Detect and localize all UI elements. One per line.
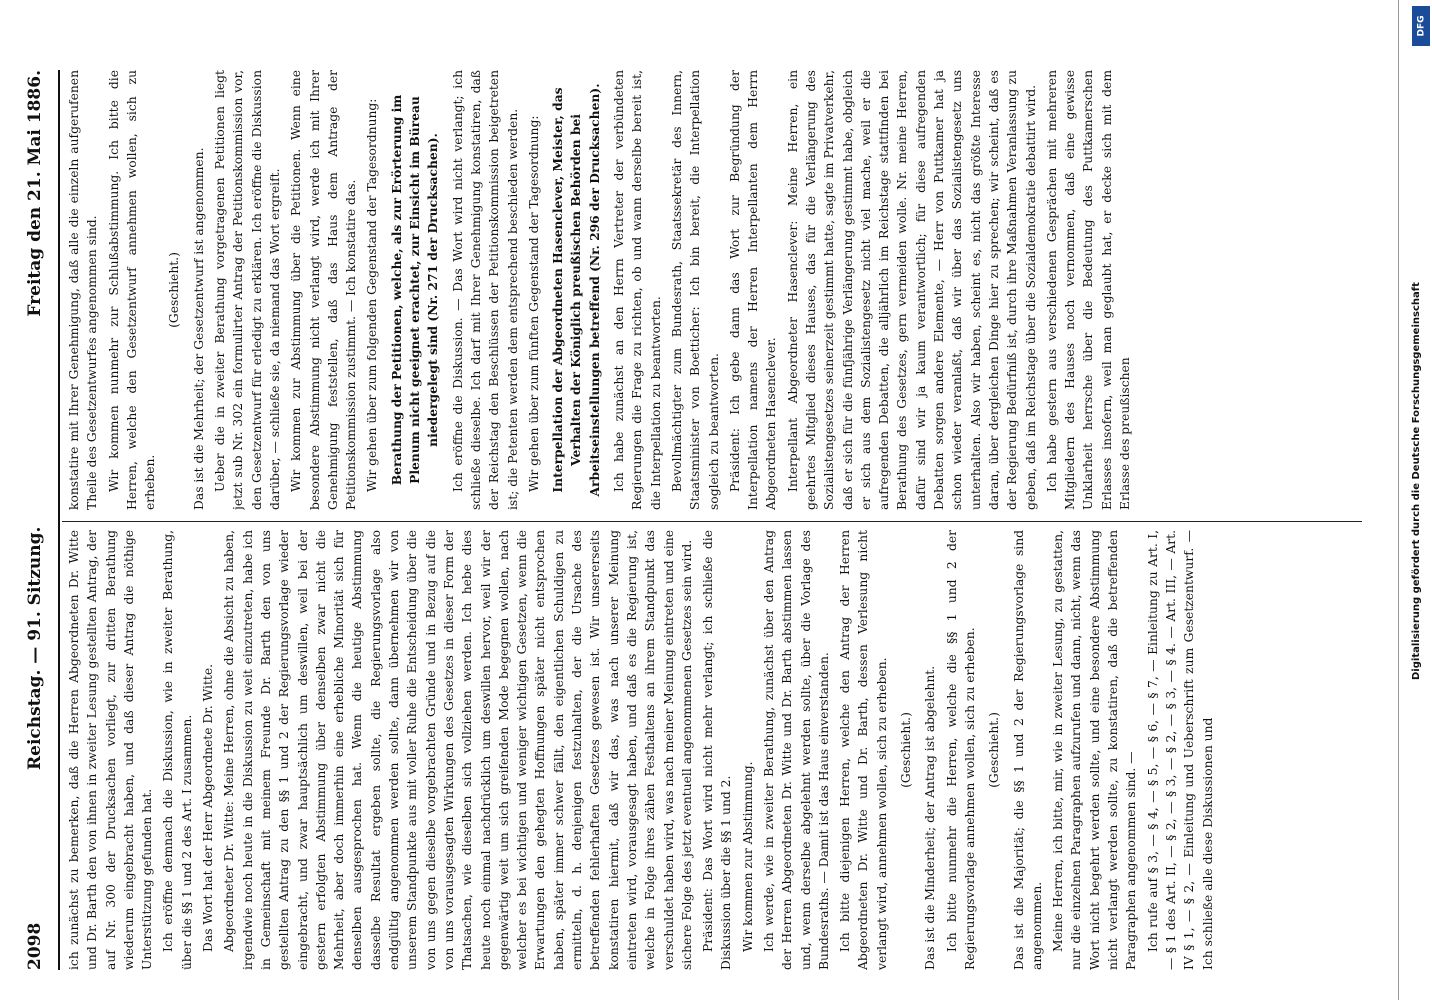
scan-edge — [1398, 0, 1399, 1000]
paragraph: Ich habe gestern aus verschiedenen Gesprächen mit mehreren Mitgliedern des Hauses noch vernommen, daß eine gewisse Unklarheit herrsche über die Bedeutung des Puttkamerschen Erlasses insofern, weil man geglaubt hat, er decke sich mit dem Erlasse des preußischen — [1044, 70, 1133, 510]
paragraph: Abgeordneter Dr. Witte: Meine Herren, ohne die Absicht zu haben, irgendwie noch heute in die Diskussion zu weit einzutreten, habe ich in Gemeinschaft mit meinem Freunde Dr. Barth den von uns gestellten Antrag zu den §§ 1 und 2 der Regierungsvorlage wieder eingebracht, und zwar hauptsächlich um deswillen, weil bei der gestern erfolgten Abstimmung über denselben zwar nicht die Mehrheit, aber doch immerhin eine erhebliche Minorität sich für denselben ausgesprochen hat. Wenn die heutige Abstimmung dasselbe Resultat ergeben sollte, die Regierungsvorlage also endgültig angenommen werden sollte, dann übernehmen wir von unserem Standpunkte aus mit voller Ruhe die Entscheidung über die von uns gegen dieselbe vorgebrachten Gründe und in Bezug auf die von uns vorausgesagten Wirkungen des Gesetzes in dieser Form der Thatsachen, wie dieselben sich vollziehen werden. Ich hebe dies heute noch einmal nachdrücklich um deswillen hervor, weil wir der gegenwärtig weit um sich greifenden Mode begegnen wollen, nach welcher es bei wichtigen und weniger wichtigen Gesetzen, wenn die Erwartungen den gehegten Hoffnungen später nicht entsprochen haben, später immer schwer fällt, den eigentlichen Schuldigen zu ermitteln, d. h. denjenigen festzuhalten, der die Ursache des betreffenden fehlerhaften Gesetzes gewesen ist. Wir unsererseits konstatiren hiermit, daß wir das, was nach unserer Meinung eintreten wird, vorausgesagt haben, und daß es die Regierung ist, welche in Folge ihres zähen Festhaltens an ihrem Standpunkt das verschuldet haben wird, was nach meiner Meinung eintreten und eine sichere Folge des jetzt eventuell angenommenen Gesetzes sein wird. — [222, 530, 694, 970]
right-column — [65, 70, 1355, 510]
paragraph: Ich bitte nunmehr die Herren, welche die §§ 1 und 2 der Regierungsvorlage annehmen wollen, sich zu erheben. — [944, 530, 977, 970]
paragraph: Das Wort hat der Herr Abgeordnete Dr. Witte. — [201, 663, 216, 952]
column-divider — [62, 521, 1362, 522]
page-number: 2098 — [25, 922, 45, 970]
paragraph: Wir kommen nunmehr zur Schlußabstimmung. Ich bitte die Herren, welche den Gesetzentwurf annehmen wollen, sich zu erheben. — [106, 70, 158, 510]
paragraph: Ich bitte diejenigen Herren, welche den Antrag der Herren Abgeordneten Dr. Witte und Dr. Barth, dessen Verlesung nicht verlangt wird, annehmen wollen, sich zu erheben. — [838, 530, 889, 970]
paragraph: Ich rufe auf § 3, — § 4, — § 5, — § 6, — § 7, — Einleitung zu Art. I, — § 1 des Art. II, — § 2, — § 3, — § 2, — § 3, — § 4. — Art. III, — Art. IV § 1, — § 2, — Einleitung und Ueberschrift zum Gesetzentwurf. — Ich schließe alle diese Diskussionen und — [1145, 530, 1215, 970]
paragraph: Ich werde, wie in zweiter Berathung, zunächst über den Antrag der Herren Abgeordneten Dr. Witte und Dr. Barth abstimmen lassen und, wenn derselbe abgelehnt werden sollte, über die Vorlage des Bundesraths. — Damit ist das Haus einverstanden. — [761, 530, 831, 970]
paragraph: Wir gehen über zum folgenden Gegenstand der Tagesordnung: — [365, 98, 380, 492]
paragraph: Präsident: Ich gebe dann das Wort zur Begründung der Interpellation namens der Herren Interpellanten dem Herrn Abgeordneten Hasenclever. — [727, 70, 779, 510]
agenda-item: Interpellation der Abgeordneten Hasenclever, Meister, das Verhalten der Königlich preußischen Behörden bei Arbeitseinstellungen betreffend (Nr. 296 der Drucksachen). — [550, 83, 602, 497]
paragraph: Interpellant Abgeordneter Hasenclever: Meine Herren, ein geehrtes Mitglied dieses Hauses, das für die Verlängerung des Sozialistengesetzes seinerzeit gestimmt hatte, sagte im Privatverkehr, daß er sich für die fünfjährige Verlängerung gestimmt habe, obgleich er sich aus dem Sozialistengesetz nicht viel mache, weil er die aufregenden Debatten, die alljährlich im Reichstage stattfinden bei Berathung des Gesetzes, gern vermeiden wolle. Nr. meine Herren, dafür sind wir ja kaum verantwortlich; für diese aufregenden Debatten sorgen andere Elemente, — Herr von Puttkamer hat ja schon wieder veranlaßt, daß wir über das Sozialistengesetz uns unterhalten. Also wir haben, scheint es, nicht das größte Interesse daran, über dergleichen Dinge hier zu sprechen; wir scheint, daß es der Regierung Bedürfniß ist, durch ihre Maßnahmen Veranlassung zu geben, daß im Reichstage über die Sozialdemokratie debattirt wird. — [785, 70, 1038, 510]
paragraph: Wir kommen zur Abstimmung. — [740, 761, 755, 952]
paragraph: Bevollmächtigter zum Bundesrath, Staatssekretär des Innern, Staatsminister von Boetticher: Ich bin bereit, die Interpellation sogleich zu beantworten. — [669, 70, 721, 510]
paragraph: Ich habe zunächst an den Herrn Vertreter der verbündeten Regierungen die Frage zu richten, ob und wann derselbe bereit ist, die Interpellation zu beantworten. — [612, 70, 663, 510]
session-title: Reichstag. — 91. Sitzung. — [25, 526, 45, 770]
session-date: Freitag den 21. Mai 1886. — [25, 70, 45, 317]
dfg-logo — [1412, 6, 1430, 46]
rotated-page-content — [0, 40, 1380, 1000]
paragraph: Wir kommen zur Abstimmung über die Petitionen. Wenn eine besondere Abstimmung nicht verlangt wird, werde ich mit Ihrer Genehmigung feststellen, daß das Haus dem Antrage der Petitionskommission zustimmt. — Ich konstatire das. — [289, 70, 359, 510]
left-column — [65, 530, 1355, 970]
paragraph: Das ist die Minderheit; der Antrag ist abgelehnt. — [923, 665, 938, 970]
paragraph: ich zunächst zu bemerken, daß die Herren Abgeordneten Dr. Witte und Dr. Barth den von ihnen in zweiter Lesung gestellten Antrag, der auf Nr. 300 der Drucksachen vorliegt, zur dritten Berathung wiederum eingebracht haben, und daß dieser Antrag die nöthige Unterstützung gefunden hat. — [67, 530, 155, 970]
paragraph: Präsident: Das Wort wird nicht mehr verlangt; ich schließe die Diskussion über die §§ 1 und 2. — [701, 530, 734, 970]
digitization-sidebar — [1404, 0, 1430, 1000]
paragraph: konstatire mit Ihrer Genehmigung, daß alle die einzeln aufgerufenen Theile des Gesetzentwurfes angenommen sind. — [67, 70, 100, 510]
paragraph: Das ist die Mehrheit; der Gesetzentwurf ist angenommen. — [191, 147, 206, 510]
stage-direction: (Geschieht.) — [167, 252, 182, 328]
stage-direction: (Geschieht.) — [987, 712, 1002, 788]
paragraph: Ich eröffne die Diskussion. — Das Wort wird nicht verlangt; ich schließe dieselbe. Ich darf mit Ihrer Genehmigung konstatiren, daß der Reichstag den Beschlüssen der Petitionskommission beigetreten ist; die Petenten werden dem entsprechend beschieden werden. — [450, 70, 520, 510]
stage-direction: (Geschieht.) — [899, 712, 914, 788]
digitization-credit: Digitalisierung gefördert durch die Deutsche Forschungsgemeinschaft — [1411, 282, 1422, 680]
agenda-item: Berathung der Petitionen, welche, als zur Erörterung im Plenum nicht geeignet erachtet, zur Einsicht im Büreau niedergelegt sind (Nr. 271 der Drucksachen). — [388, 94, 441, 486]
paragraph: Das ist die Majorität; die §§ 1 und 2 der Regierungsvorlage sind angenommen. — [1011, 530, 1044, 970]
header-rule — [58, 70, 60, 970]
paragraph: Ich eröffne demnach die Diskussion, wie in zweiter Berathung, über die §§ 1 und 2 des Art. I zusammen. — [161, 530, 194, 970]
paragraph: Meine Herren, ich bitte, mir, wie in zweiter Lesung, zu gestatten, nur die einzelnen Paragraphen aufzurufen und dann, nicht, wenn das Wort nicht begehrt werden sollte, und eine besondere Abstimmung nicht verlangt werden sollte, zu konstatiren, daß die betreffenden Paragraphen angenommen sind. — — [1051, 530, 1139, 970]
dfg-logo-text: DFG — [1416, 15, 1427, 37]
page-header — [25, 70, 55, 970]
paragraph: Ueber die in zweiter Berathung vorgetragenen Petitionen liegt jetzt sub Nr. 302 ein formulirter Antrag der Petitionskommission vor, den Gesetzentwurf für erledigt zu erklären. Ich eröffne die Diskussion darüber, — schließe sie, da niemand das Wort ergreift. — [213, 70, 282, 510]
paragraph: Wir gehen über zum fünften Gegenstand der Tagesordnung: — [526, 115, 541, 492]
